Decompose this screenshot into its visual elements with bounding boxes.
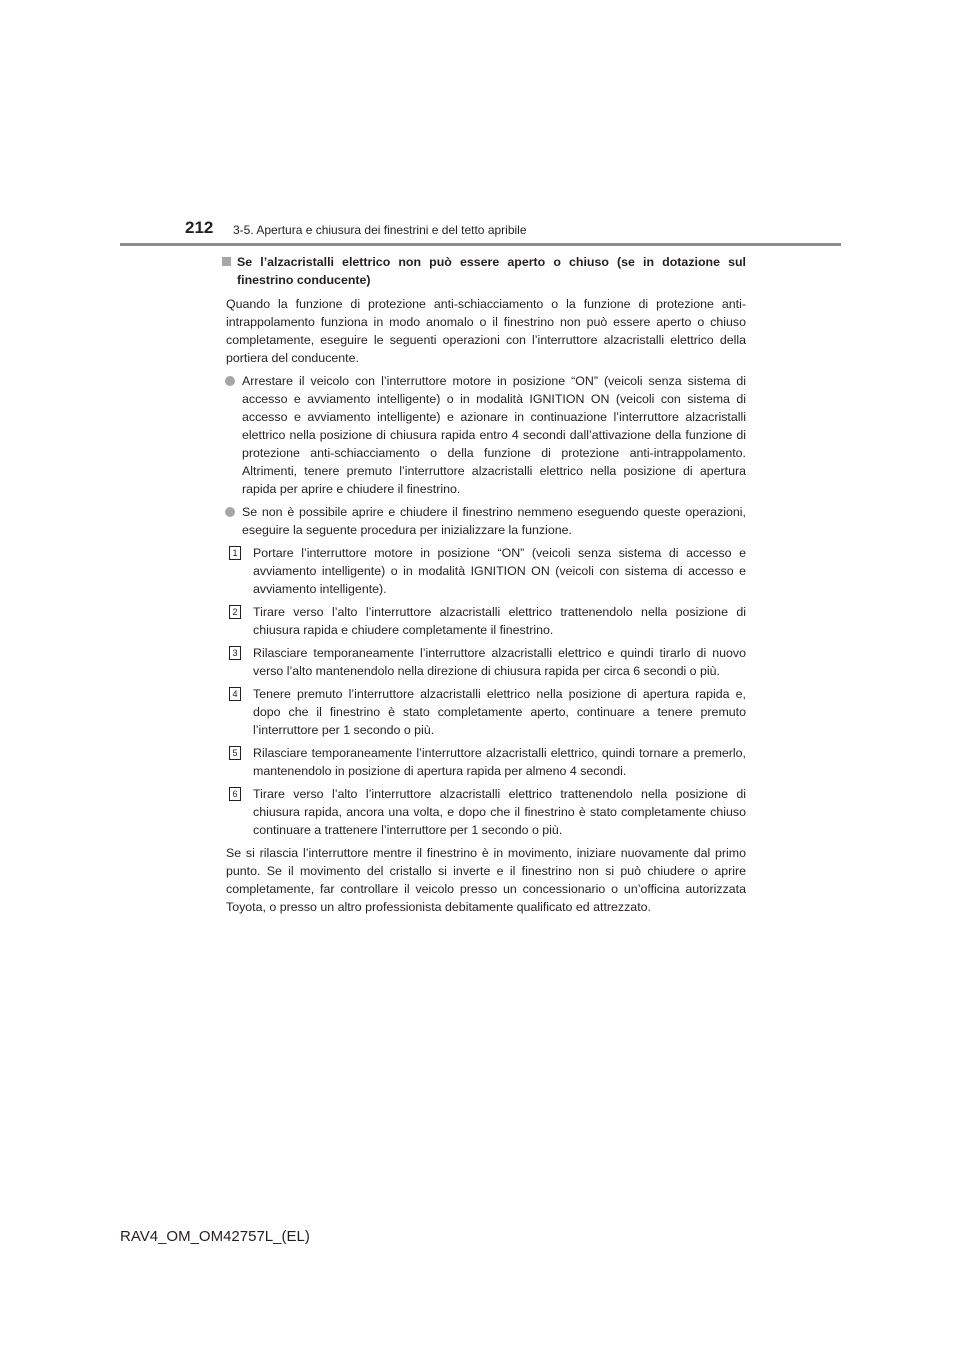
page-content <box>222 253 746 916</box>
step-text: Rilasciare temporaneamente l’interruttore alzacristalli elettrico, quindi tornare a premerlo, mantenendolo in posizione di apertura rapida per almeno 4 secondi. <box>253 746 746 778</box>
bullet-text: Se non è possibile aprire e chiudere il finestrino nemmeno eseguendo queste operazioni, eseguire la seguente procedura per inizializzare la funzione. <box>242 505 746 537</box>
circle-bullet-icon <box>225 376 235 386</box>
step-text: Portare l’interruttore motore in posizione “ON” (veicoli senza sistema di accesso e avviamento intelligente) o in modalità IGNITION ON (veicoli con sistema di accesso e avviamento intelligente). <box>253 546 746 596</box>
step-number: 5 <box>229 746 241 760</box>
step-number: 4 <box>229 687 241 701</box>
square-bullet-icon <box>222 257 231 266</box>
step-text: Tenere premuto l’interruttore alzacristalli elettrico nella posizione di apertura rapida e, dopo che il finestrino è stato completamente aperto, continuare a tenere premuto l’interruttore per 1 secondo o più. <box>253 687 746 737</box>
step-item <box>229 644 746 680</box>
circle-bullet-icon <box>225 507 235 517</box>
bullet-item <box>222 503 746 539</box>
closing-paragraph: Se si rilascia l’interruttore mentre il finestrino è in movimento, iniziare nuovamente dal primo punto. Se il movimento del cristallo si inverte e il finestrino non si può chiudere o aprire completamente, far controllare il veicolo presso un concessionario o un’officina autorizzata Toyota, o presso un altro professionista debitamente qualificato ed attrezzato. <box>226 846 746 914</box>
step-item <box>229 785 746 839</box>
step-number: 3 <box>229 646 241 660</box>
chapter-title: 3-5. Apertura e chiusura dei finestrini e del tetto apribile <box>233 223 527 237</box>
step-item <box>229 685 746 739</box>
intro-paragraph: Quando la funzione di protezione anti-schiacciamento o la funzione di protezione anti-intrappolamento funziona in modo anomalo o il finestrino non può essere aperto o chiuso completamente, eseguire le seguenti operazioni con l’interruttore alzacristalli elettrico della portiera del conducente. <box>226 297 746 365</box>
step-number: 1 <box>229 546 241 560</box>
page-number: 212 <box>185 218 214 237</box>
bullet-item <box>222 372 746 498</box>
header-divider <box>120 243 841 246</box>
section-title: Se l’alzacristalli elettrico non può essere aperto o chiuso (se in dotazione sul finestrino conducente) <box>237 255 746 287</box>
step-item <box>229 603 746 639</box>
step-text: Tirare verso l’alto l’interruttore alzacristalli elettrico trattenendolo nella posizione di chiusura rapida e chiudere completamente il finestrino. <box>253 605 746 637</box>
step-text: Tirare verso l’alto l’interruttore alzacristalli elettrico trattenendolo nella posizione di chiusura rapida, ancora una volta, e dopo che il finestrino è stato completamente chiuso continuare a trattenere l’interruttore per 1 secondo o più. <box>253 787 746 837</box>
step-item <box>229 544 746 598</box>
document-code: RAV4_OM_OM42757L_(EL) <box>120 1228 310 1245</box>
step-number: 6 <box>229 787 241 801</box>
step-text: Rilasciare temporaneamente l’interruttore alzacristalli elettrico e quindi tirarlo di nuovo verso l’alto mantenendolo nella direzione di chiusura rapida per circa 6 secondi o più. <box>253 646 746 678</box>
step-item <box>229 744 746 780</box>
section-heading <box>222 253 746 289</box>
bullet-text: Arrestare il veicolo con l’interruttore motore in posizione “ON” (veicoli senza sistema di accesso e avviamento intelligente) o in modalità IGNITION ON (veicoli con sistema di accesso e avviamento intelligente) e azionare in continuazione l’interruttore alzacristalli elettrico nella posizione di chiusura rapida entro 4 secondi dall’attivazione della funzione di protezione anti-schiacciamento o della funzione di protezione anti-intrappolamento. Altrimenti, tenere premuto l’interruttore alzacristalli elettrico nella posizione di apertura rapida per aprire e chiudere il finestrino. <box>242 374 746 496</box>
step-number: 2 <box>229 605 241 619</box>
